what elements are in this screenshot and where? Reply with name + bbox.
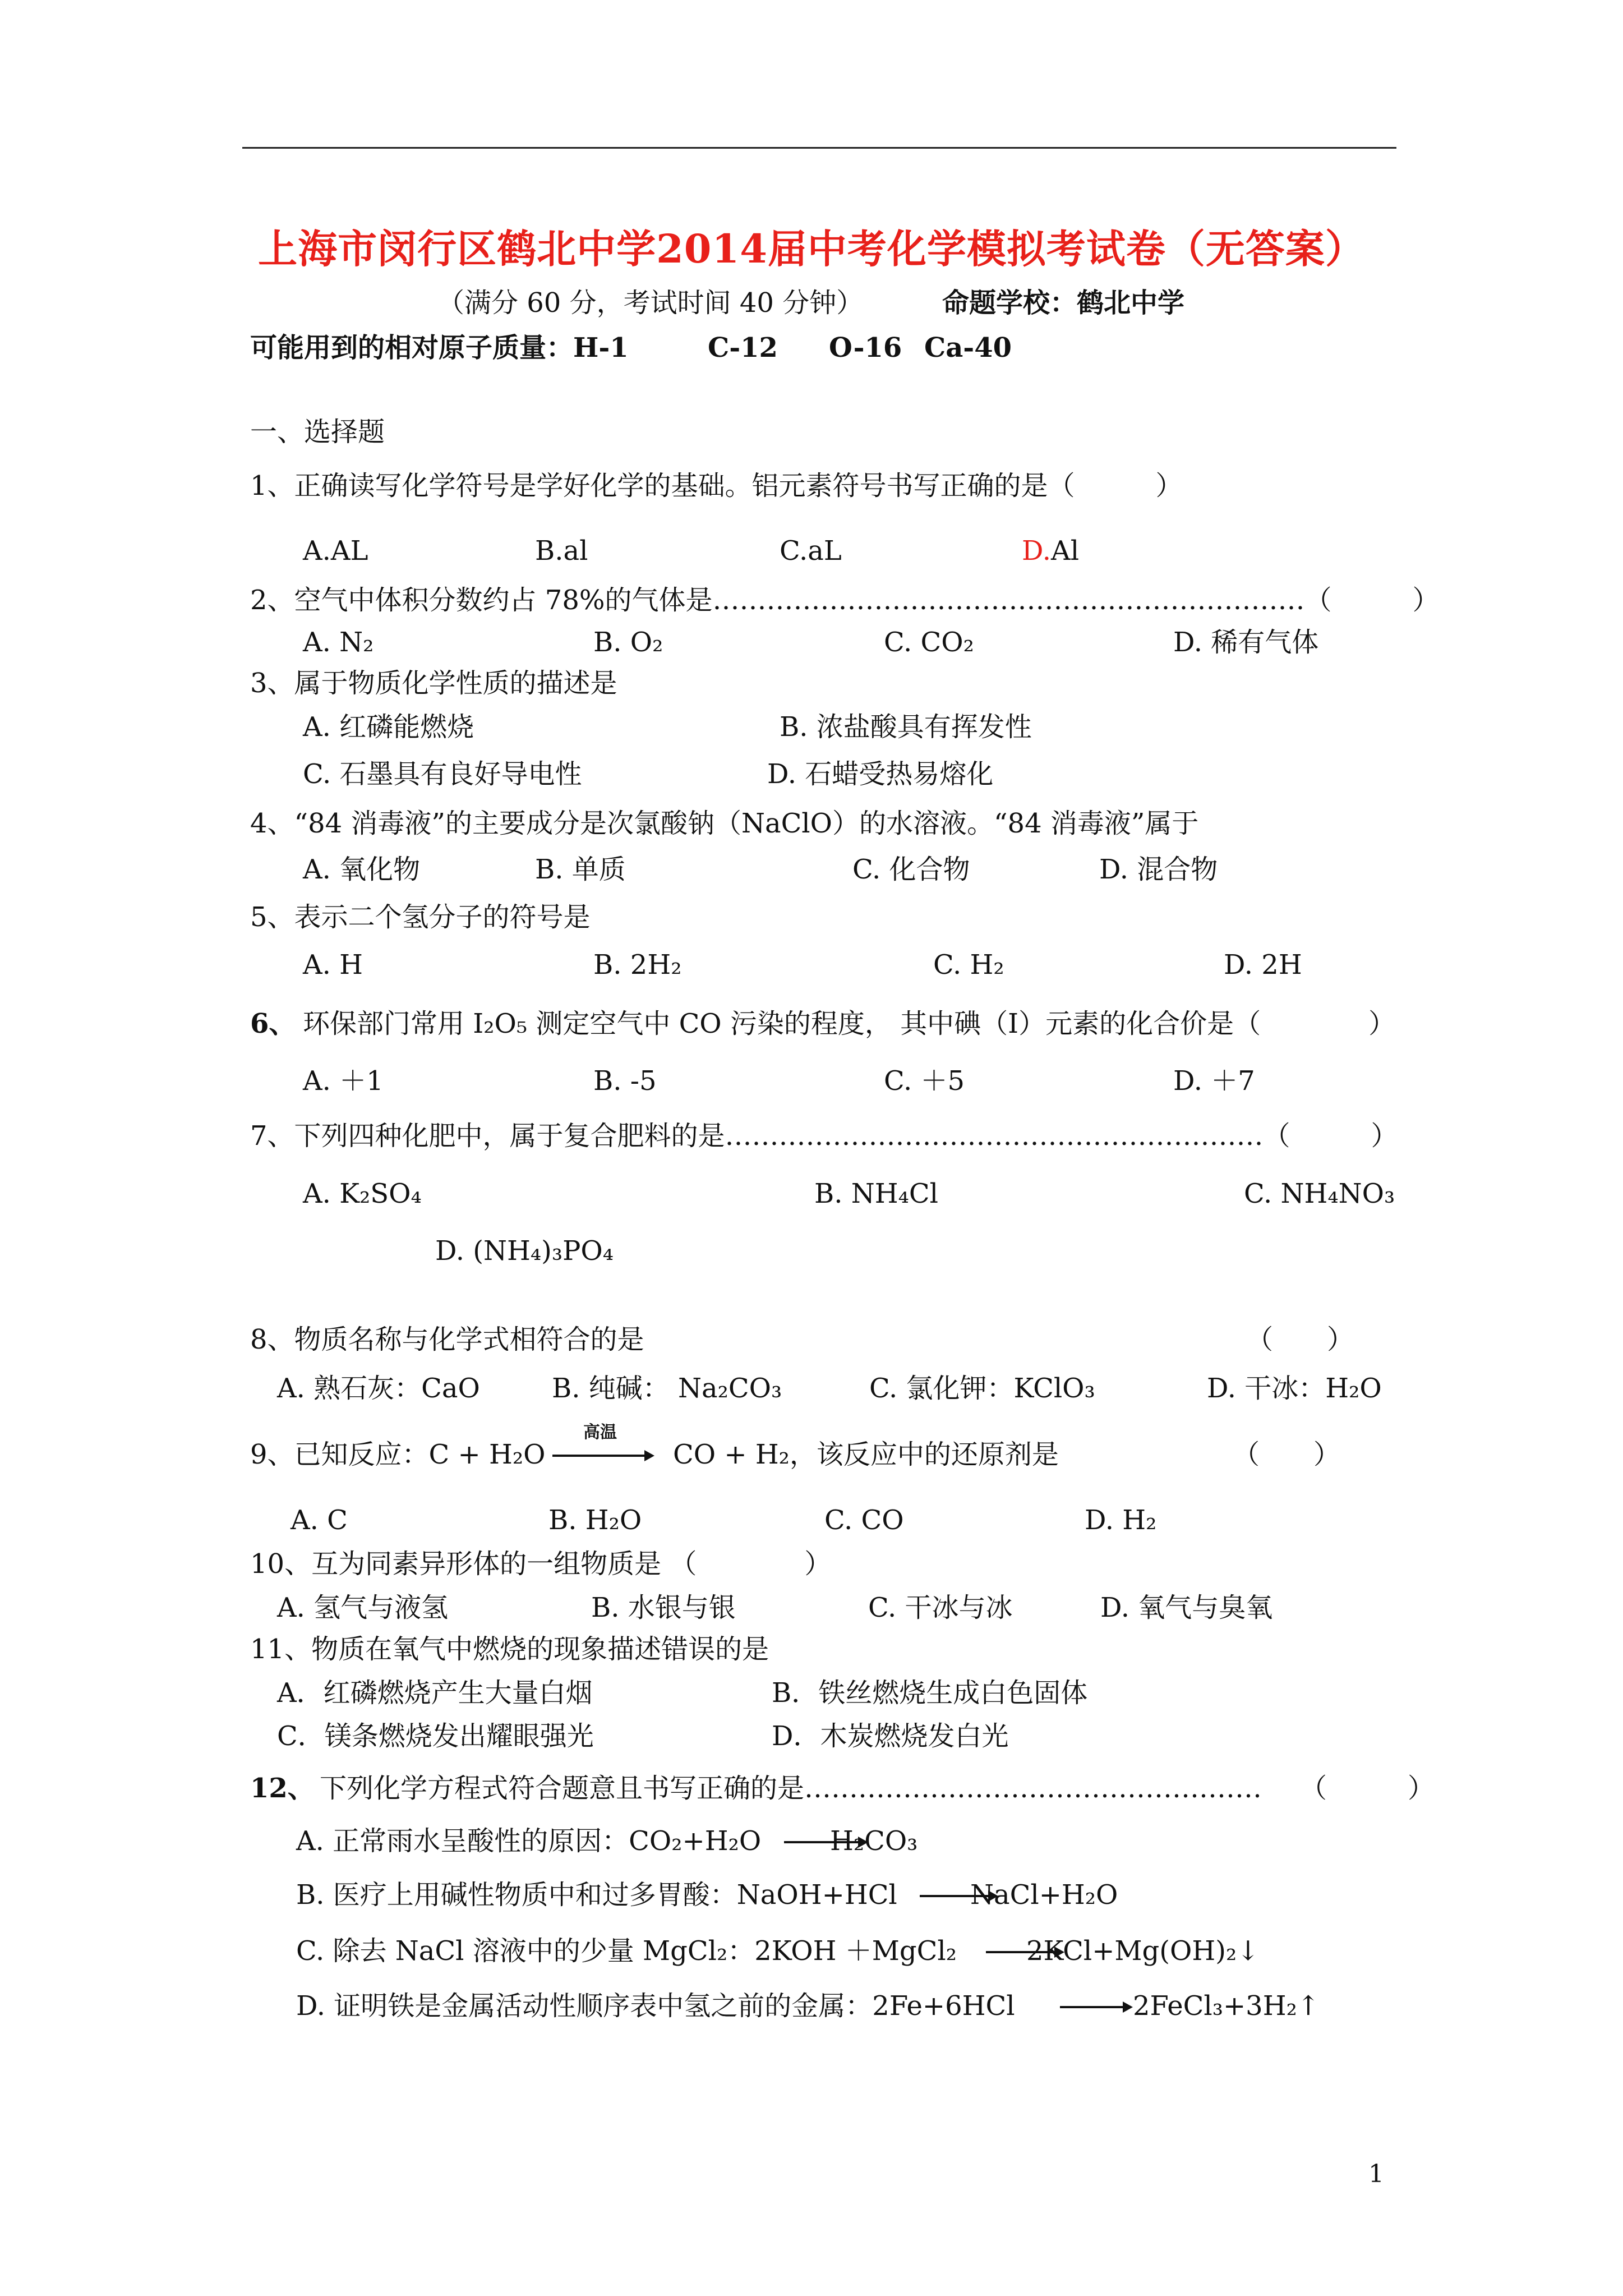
q2-stem: 2、空气中体积分数约占 78%的气体是…………………………………………………………（ ） (250, 585, 1440, 616)
q9-option-b: B. H₂O (548, 1504, 642, 1536)
q9-reaction-arrow (552, 1449, 654, 1461)
q12-number: 12、 (250, 1773, 315, 1804)
q7-option-b: B. NH₄Cl (814, 1178, 938, 1209)
q8-option-d: D. 干冰：H₂O (1207, 1373, 1382, 1404)
q2-option-c: C. CO₂ (884, 627, 974, 658)
q4-option-c: C. 化合物 (852, 854, 970, 885)
q12-option-d-arrow (1060, 2000, 1133, 2012)
q12-option-a-left: A. 正常雨水呈酸性的原因：CO₂+H₂O (296, 1825, 762, 1857)
q12-option-b-left: B. 医疗上用碱性物质中和过多胃酸：NaOH+HCl (296, 1879, 897, 1911)
q3-stem: 3、属于物质化学性质的描述是 (250, 668, 617, 699)
q1-stem: 1、正确读写化学符号是学好化学的基础。铝元素符号书写正确的是（ ） (250, 470, 1183, 501)
q3-option-d: D. 石蜡受热易熔化 (767, 758, 994, 790)
q4-option-a: A. 氧化物 (303, 854, 421, 885)
page-number: 1 (1368, 2160, 1384, 2188)
q6-option-a: A. ＋1 (303, 1065, 384, 1097)
q4-option-b: B. 单质 (535, 854, 626, 885)
q9-option-a: A. C (291, 1504, 348, 1536)
q12-paren: （ ） (1300, 1773, 1435, 1804)
q10-stem: 10、互为同素异形体的一组物质是 （ ） (250, 1548, 832, 1580)
q7-option-a: A. K₂SO₄ (303, 1178, 422, 1209)
q9-stem-left: 9、已知反应：C + H₂O (250, 1439, 546, 1470)
q8-option-a: A. 熟石灰：CaO (277, 1373, 480, 1404)
q11-stem: 11、物质在氧气中燃烧的现象描述错误的是 (250, 1634, 769, 1665)
q12-option-d-right: 2FeCl₃+3H₂↑ (1133, 1990, 1320, 2022)
q11-option-d: D．木炭燃烧发白光 (772, 1720, 1009, 1752)
q6-stem: 环保部门常用 I₂O₅ 测定空气中 CO 污染的程度， 其中碘（I）元素的化合价是（ ） (303, 1008, 1396, 1039)
q4-option-d: D. 混合物 (1099, 854, 1218, 885)
q12-option-c-right: 2KCl+Mg(OH)₂↓ (1026, 1935, 1260, 1967)
section-title: 一、选择题 (250, 416, 385, 448)
q5-option-d: D. 2H (1224, 949, 1302, 981)
q1-option-b: B.al (535, 535, 588, 567)
q12-option-b-right: NaCl+H₂O (970, 1879, 1118, 1911)
q6-option-b: B. -5 (593, 1065, 657, 1097)
q9-option-d: D. H₂ (1085, 1504, 1157, 1536)
q2-option-a: A. N₂ (303, 627, 374, 658)
q12-stem: 下列化学方程式符合题意且书写正确的是…………………………………………… (320, 1773, 1262, 1804)
q10-option-d-letter: D. (1100, 1592, 1130, 1623)
q1-option-a: A.AL (303, 535, 368, 567)
q8-option-c: C. 氯化钾：KClO₃ (869, 1373, 1095, 1404)
q9-stem-right: CO + H₂，该反应中的还原剂是 (673, 1439, 1059, 1470)
q10-option-d-text: 氧气与臭氧 (1138, 1592, 1273, 1623)
score-time: （满分 60 分，考试时间 40 分钟） (437, 287, 864, 319)
q10-option-c: C. 干冰与冰 (868, 1592, 1013, 1623)
q6-option-c: C. ＋5 (884, 1065, 965, 1097)
q7-option-d: D. (NH₄)₃PO₄ (435, 1235, 614, 1267)
q6-option-d: D. ＋7 (1173, 1065, 1255, 1097)
q11-option-c: C．镁条燃烧发出耀眼强光 (277, 1720, 594, 1752)
q1-option-d-text: Al (1051, 535, 1080, 567)
exam-title: 上海市闵行区鹤北中学2014届中考化学模拟考试卷（无答案） (258, 226, 1365, 272)
q11-option-b: B．铁丝燃烧生成白色固体 (772, 1677, 1088, 1709)
school: 命题学校：鹤北中学 (942, 287, 1185, 319)
mass-c: C-12 (708, 332, 778, 364)
q9-condition: 高温 (583, 1423, 617, 1442)
q1-option-c: C.aL (780, 535, 842, 567)
q5-option-c: C. H₂ (933, 949, 1004, 981)
q2-option-b: B. O₂ (593, 627, 663, 658)
q10-option-d (1100, 1591, 1272, 1625)
q5-option-a: A. H (303, 949, 363, 981)
q7-stem: 7、下列四种化肥中，属于复合肥料的是……………………………………………………（ ） (250, 1120, 1398, 1152)
q12-option-d-left: D. 证明铁是金属活动性顺序表中氢之前的金属：2Fe+6HCl (296, 1990, 1015, 2022)
q4-stem: 4、“84 消毒液”的主要成分是次氯酸钠（NaClO）的水溶液。“84 消毒液”属于 (250, 808, 1199, 839)
q7-option-c: C. NH₄NO₃ (1244, 1178, 1395, 1209)
q3-option-a: A. 红磷能燃烧 (303, 711, 474, 743)
q2-option-d: D. 稀有气体 (1173, 627, 1319, 658)
q12-option-a-right: H₂CO₃ (830, 1825, 918, 1857)
q11-option-a: A．红磷燃烧产生大量白烟 (277, 1677, 593, 1709)
q9-option-c: C. CO (824, 1504, 904, 1536)
atomic-mass-label: 可能用到的相对原子质量：H-1 (250, 332, 629, 364)
q10-option-b: B. 水银与银 (591, 1592, 736, 1623)
q8-paren: （ ） (1246, 1324, 1354, 1355)
q5-stem: 5、表示二个氢分子的符号是 (250, 901, 591, 933)
q8-option-b: B. 纯碱： Na₂CO₃ (552, 1373, 782, 1404)
q8-stem: 8、物质名称与化学式相符合的是 (250, 1324, 644, 1355)
q12-option-c-left: C. 除去 NaCl 溶液中的少量 MgCl₂：2KOH ＋MgCl₂ (296, 1935, 957, 1967)
q3-option-b: B. 浓盐酸具有挥发性 (780, 711, 1032, 743)
q1-option-d (1022, 534, 1079, 568)
q9-paren: （ ） (1233, 1439, 1341, 1470)
q5-option-b: B. 2H₂ (593, 949, 682, 981)
q1-option-d-letter: D. (1022, 535, 1052, 567)
q3-option-c: C. 石墨具有良好导电性 (303, 758, 582, 790)
q10-option-a: A. 氢气与液氢 (277, 1592, 449, 1623)
header-rule (242, 147, 1396, 149)
mass-o: O-16 (829, 332, 902, 364)
mass-ca: Ca-40 (924, 332, 1012, 364)
q6-number: 6、 (250, 1008, 296, 1039)
